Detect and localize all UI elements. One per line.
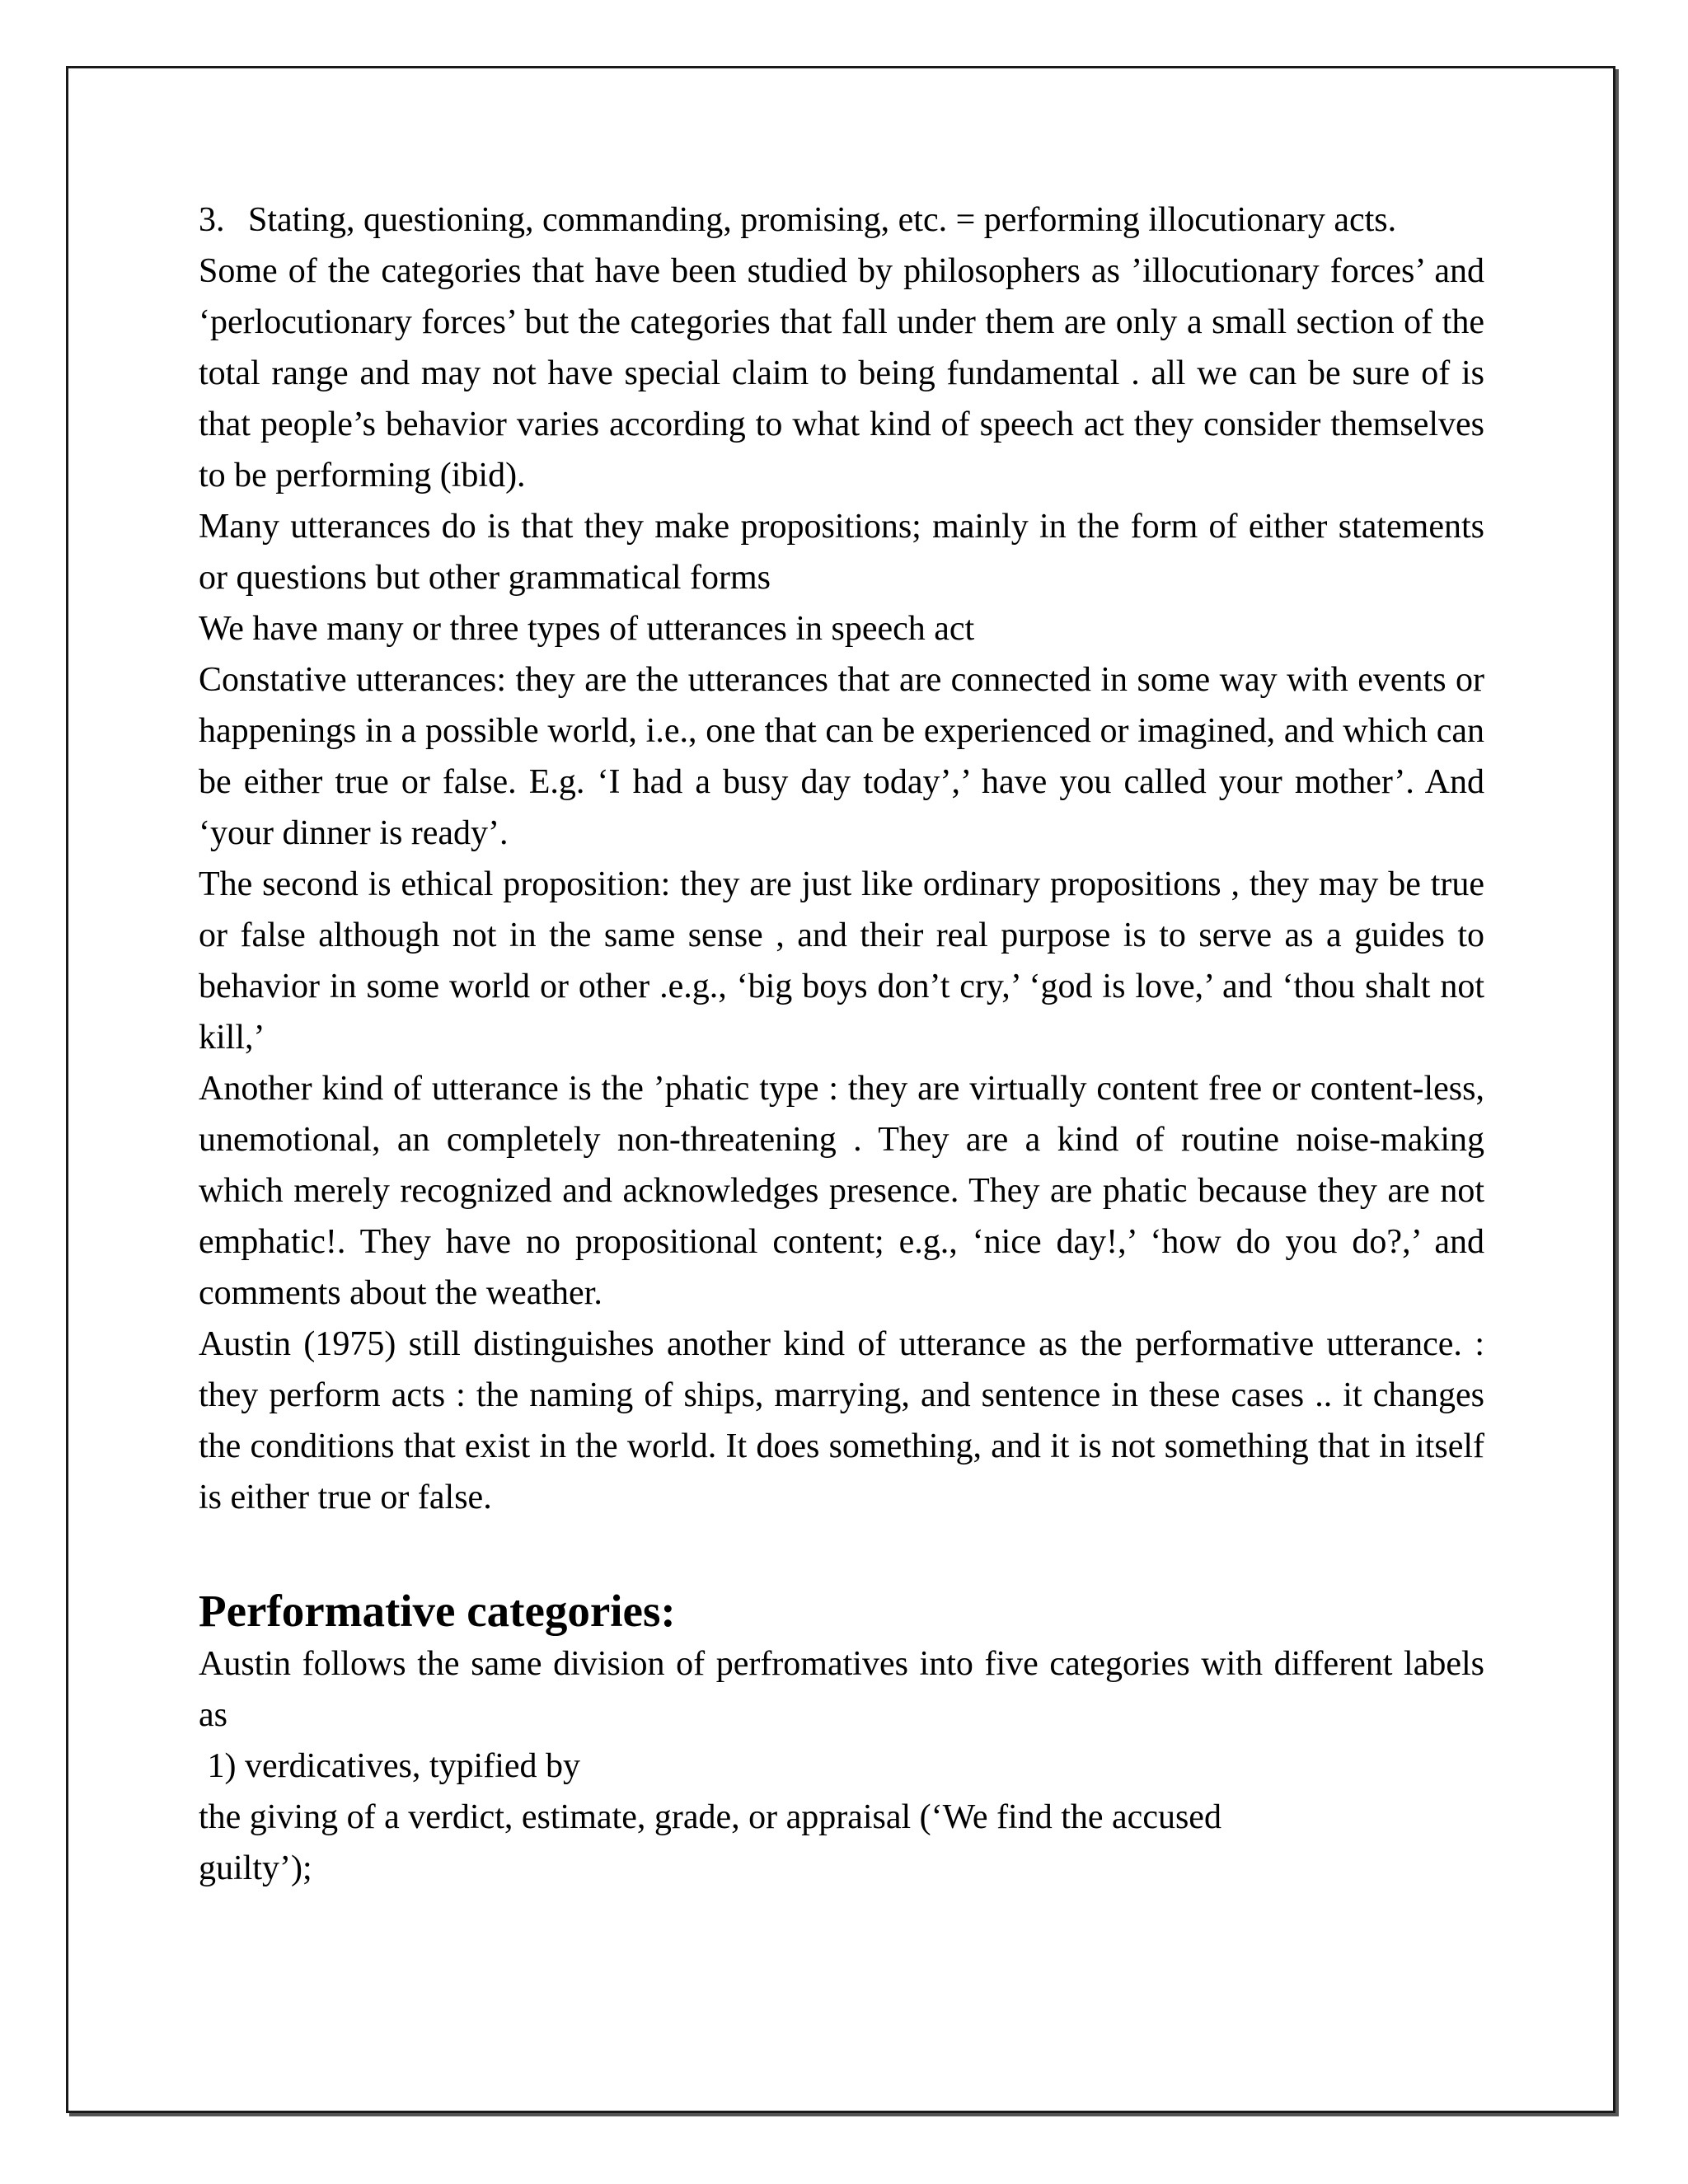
numbered-list-item xyxy=(199,194,1484,246)
paragraph-ethical: The second is ethical proposition: they are just like ordinary propositions , they may be true or false although not in the same sense , and their real purpose is to serve as a guides to behavior in some world or other .e.g., ‘big boys don’t cry,’ ‘god is love,’ and ‘thou shalt not kill,’ xyxy=(199,865,1484,1057)
list-item-text: Stating, questioning, commanding, promising, etc. = performing illocutionary acts. xyxy=(248,201,1397,239)
section-heading: Performative categories: xyxy=(199,1586,676,1636)
paragraph-categories: Some of the categories that have been studied by philosophers as ’illocutionary forces’ and ‘perlocutionary forces’ but the categories that fall under them are only a small section of the total range and may not have special claim to being fundamental . all we can be sure of is that people’s behavior varies according to what kind of speech act they consider themselves to be performing (ibid). xyxy=(199,252,1484,494)
paragraph-performative: Austin (1975) still distinguishes another kind of utterance as the performative utterance. : they perform acts : the naming of ships, marrying, and sentence in these cases .. it changes the conditions that exist in the world. It does something, and it is not something that in itself is either true or false. xyxy=(199,1325,1484,1516)
list-item-number: 3. xyxy=(199,201,225,239)
paragraph-verdict-line: the giving of a verdict, estimate, grade, or appraisal (‘We find the accused xyxy=(199,1798,1221,1836)
paragraph-verdict-end: guilty’); xyxy=(199,1849,312,1887)
document-body xyxy=(199,194,1484,1894)
paragraph-utterance-types: We have many or three types of utterances in speech act xyxy=(199,610,975,648)
paragraph-constative: Constative utterances: they are the utterances that are connected in some way with events or happenings in a possible world, i.e., one that can be experienced or imagined, and which can be either true or false. E.g. ‘I had a busy day today’,’ have you called your mother’. And ‘your dinner is ready’. xyxy=(199,661,1484,852)
paragraph-propositions: Many utterances do is that they make propositions; mainly in the form of either statements or questions but other grammatical forms xyxy=(199,508,1484,597)
paragraph-austin-division: Austin follows the same division of perfromatives into five categories with different labels as xyxy=(199,1645,1484,1734)
paragraph-phatic: Another kind of utterance is the ’phatic type : they are virtually content free or content-less, unemotional, an completely non-threatening . They are a kind of routine noise-making which merely recognized and acknowledges presence. They are phatic because they are not emphatic!. They have no propositional content; e.g., ‘nice day!,’ ‘how do you do?,’ and comments about the weather. xyxy=(199,1070,1484,1312)
list-item-verdicatives: 1) verdicatives, typified by xyxy=(199,1747,581,1785)
